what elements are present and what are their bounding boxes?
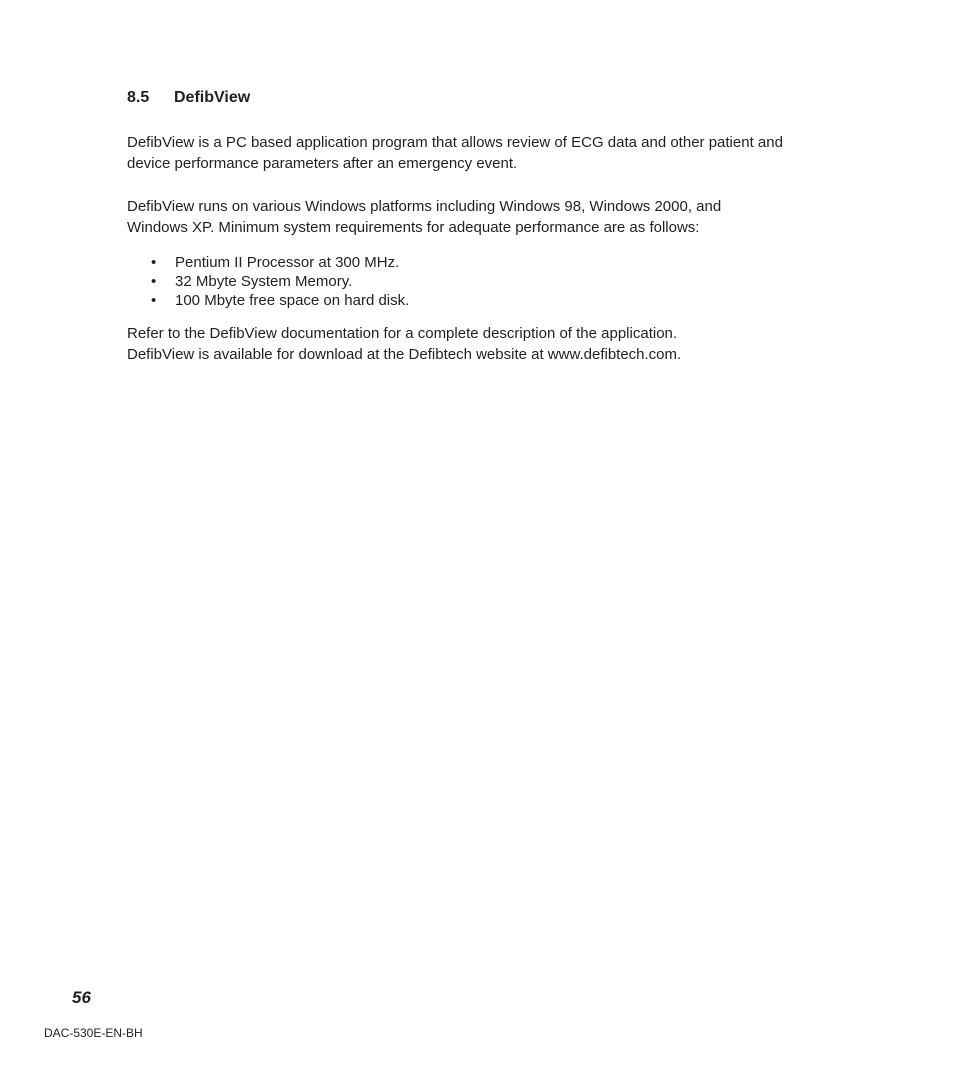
list-item [127, 253, 409, 272]
platforms-paragraph [127, 196, 832, 238]
intro-line-2: device performance parameters after an emergency event. [127, 155, 518, 172]
list-item [127, 272, 409, 291]
page-number: 56 [72, 988, 91, 1007]
reference-paragraph [127, 323, 832, 365]
intro-paragraph [127, 132, 832, 174]
bullet-icon: • [151, 292, 157, 309]
section-title: DefibView [174, 89, 251, 106]
document-code: DAC-530E-EN-BH [44, 1026, 143, 1040]
requirement-text: Pentium II Processor at 300 MHz. [175, 254, 400, 271]
platforms-line-2: Windows XP. Minimum system requirements for adequate performance are as follows: [127, 219, 700, 236]
requirements-list [127, 253, 409, 310]
section-heading [127, 89, 250, 107]
requirement-text: 32 Mbyte System Memory. [175, 273, 353, 290]
list-item [127, 291, 409, 310]
platforms-line-1: DefibView runs on various Windows platforms including Windows 98, Windows 2000, and [127, 198, 722, 215]
reference-line-2: DefibView is available for download at the Defibtech website at www.defibtech.com. [127, 346, 682, 363]
section-number: 8.5 [127, 89, 150, 106]
requirement-text: 100 Mbyte free space on hard disk. [175, 292, 410, 309]
reference-line-1: Refer to the DefibView documentation for a complete description of the application. [127, 325, 678, 342]
bullet-icon: • [151, 273, 157, 290]
intro-line-1: DefibView is a PC based application program that allows review of ECG data and other patient and [127, 134, 783, 151]
bullet-icon: • [151, 254, 157, 271]
